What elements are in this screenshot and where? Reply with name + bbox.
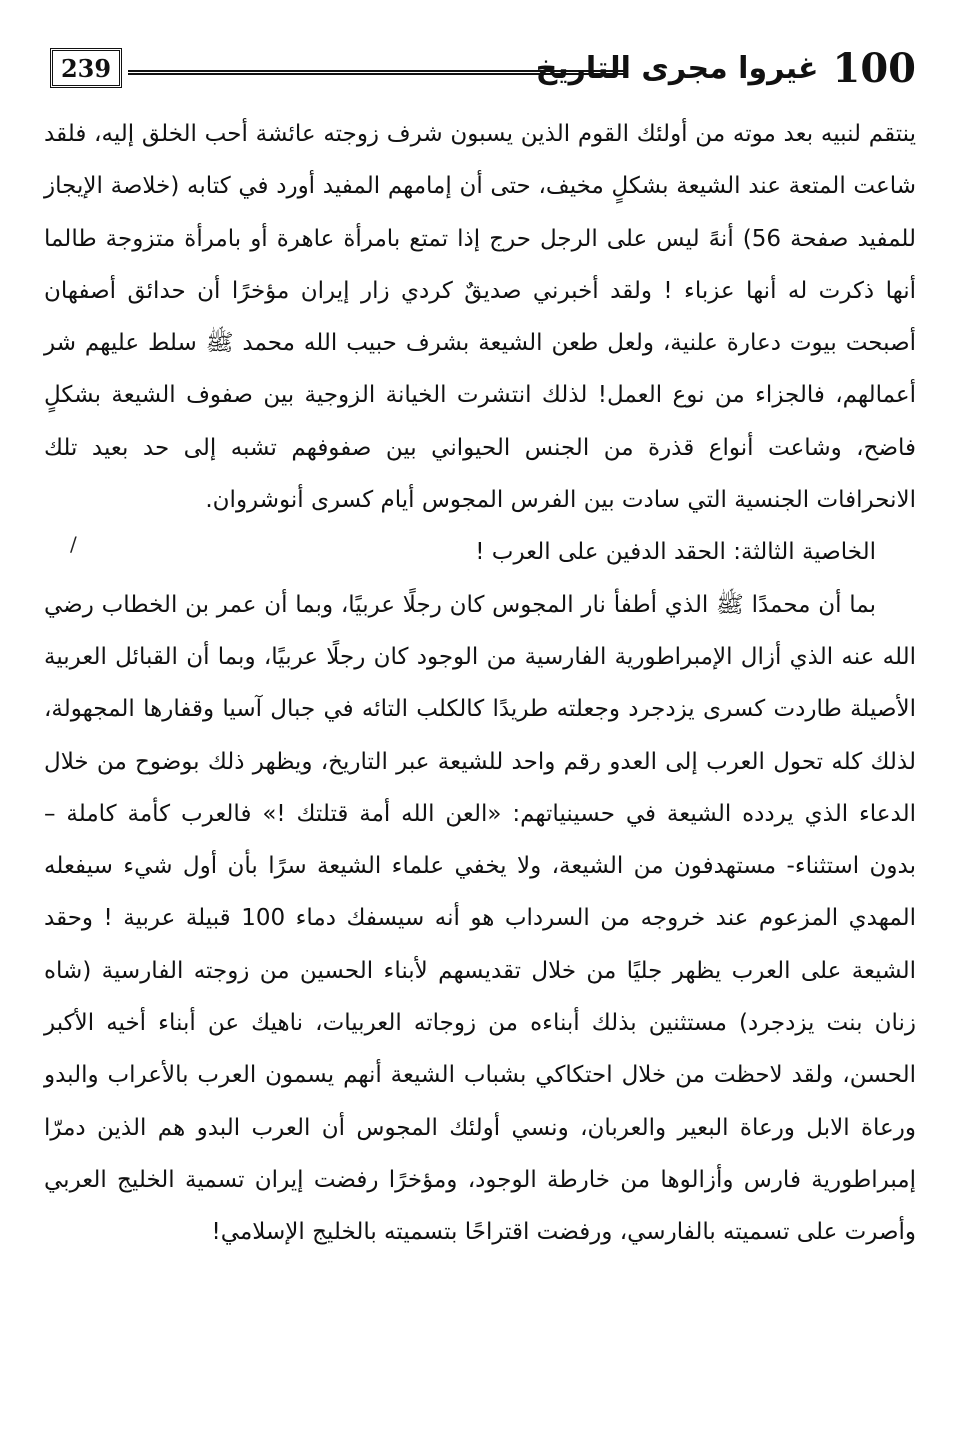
paragraph-2: بما أن محمدًا ﷺ الذي أطفأ نار المجوس كان رجلًا عربيًا، وبما أن عمر بن الخطاب رضي الله عنه الذي أزال الإمبراطورية الفارسية من الوجود كان رجلًا عربيًا، وبما أن القبائل العربية الأصيلة طاردت كسرى يزدجرد وجعلته طريدًا كالكلب التائه في جبال آسيا وقفارها المجهولة، لذلك كله تحول العرب إلى العدو رقم واحد للشيعة عبر التاريخ، ويظهر ذلك بوضوح من خلال الدعاء الذي يردده الشيعة في حسينياتهم: «العن الله أمة قتلتك !» فالعرب كأمة كاملة – بدون استثناء- مستهدفون من الشيعة، ولا يخفي علماء الشيعة سرًا بأن أول شيء سيفعله المهدي المزعوم عند خروجه من السرداب هو أنه سيسفك دماء 100 قبيلة عربية ! وحقد الشيعة على العرب يظهر جليًا من خلال تقديسهم لأبناء الحسين من زوجته الفارسية (شاه زنان بنت يزدجرد) مستثنين بذلك أبناءه من زوجاته العربيات، ناهيك عن أبناء أخيه الأكبر الحسن، ولقد لاحظت من خلال احتكاكي بشباب الشيعة أنهم يسمون العرب بالأعراب والبدو ورعاة الابل ورعاة البعير والعربان، ونسي أولئك المجوس أن العرب البدو هم الذين دمرّا إمبراطورية فارس وأزالوها من خارطة الوجود، ومؤخرًا رفضت إيران تسمية الخليج العربي وأصرت على تسميته بالفارسي، ورفضت اقتراحًا بتسميته بالخليج الإسلامي! xyxy=(44,591,917,1246)
page-body xyxy=(44,108,916,1259)
running-title xyxy=(536,40,916,96)
book-title: غيروا مجرى التاريخ xyxy=(535,50,819,86)
stray-mark: / xyxy=(70,532,77,556)
page-number: 239 xyxy=(50,48,122,88)
section-heading: الخاصية الثالثة: الحقد الدفين على العرب ! xyxy=(475,539,876,566)
paragraph-1: ينتقم لنبيه بعد موته من أولئك القوم الذين يسبون شرف زوجته عائشة أحب الخلق إليه، فلقد شاعت المتعة عند الشيعة بشكلٍ مخيف، حتى أن إمامهم المفيد أورد في كتابه (خلاصة الإيجاز للمفيد صفحة 56) أنهً ليس على الرجل حرج إذا تمتع بامرأة عاهرة أو بامرأة متزوجة طالما أنها ذكرت له أنها عزباء ! ولقد أخبرني صديقٌ كردي زار إيران مؤخرًا أن حدائق أصفهان أصبحت بيوت دعارة علنية، ولعل طعن الشيعة بشرف حبيب الله محمد ﷺ سلط عليهم شر أعمالهم، فالجزاء من نوع العمل! لذلك انتشرت الخيانة الزوجية بين صفوف الشيعة بشكلٍ فاضح، وشاعت أنواع قذرة من الجنس الحيواني بين صفوفهم تشبه إلى حد بعيد تلك الانحرافات الجنسية التي سادت بين الفرس المجوس أيام كسرى أنوشروان. xyxy=(44,121,917,514)
page-header xyxy=(44,40,916,96)
book-number: 100 xyxy=(832,44,916,92)
